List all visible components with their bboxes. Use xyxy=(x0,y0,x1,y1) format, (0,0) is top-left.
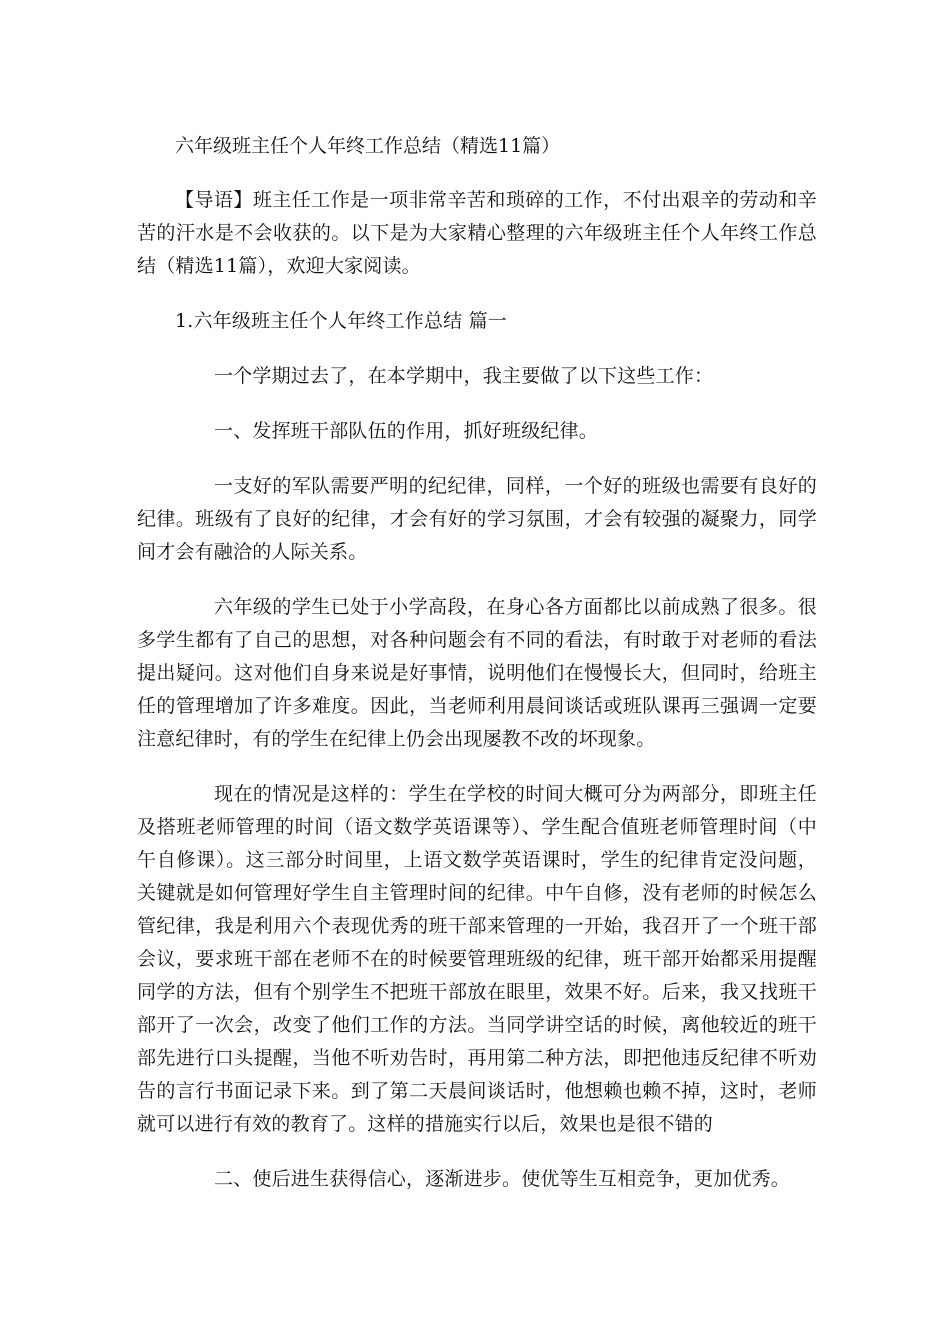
paragraph-2: 一支好的军队需要严明的纪纪律，同样，一个好的班级也需要有良好的纪律。班级有了良好的纪律，才会有好的学习氛围，才会有较强的凝聚力，同学间才会有融洽的人际关系。 xyxy=(137,475,817,563)
paragraph-3: 六年级的学生已处于小学高段，在身心各方面都比以前成熟了很多。很多学生都有了自己的思想，对各种问题会有不同的看法，有时敢于对老师的看法提出疑问。这对他们自身来说是好事情，说明他们在慢慢长大，但同时，给班主任的管理增加了许多难度。因此，当老师利用晨间谈话或班队课再三强调一定要注意纪律时，有的学生在纪律上仍会出现屡教不改的坏现象。 xyxy=(137,596,817,750)
paragraph-4: 现在的情况是这样的：学生在学校的时间大概可分为两部分，即班主任及搭班老师管理的时间（语文数学英语课等）、学生配合值班老师管理时间（中午自修课）。这三部分时间里，上语文数学英语课时，学生的纪律肯定没问题，关键就是如何管理好学生自主管理时间的纪律。中午自修，没有老师的时候怎么管纪律，我是利用六个表现优秀的班干部来管理的一开始，我召开了一个班干部会议，要求班干部在老师不在的时候要管理班级的纪律，班干部开始都采用提醒同学的方法，但有个别学生不把班干部放在眼里，效果不好。后来，我又找班干部开了一次会，改变了他们工作的方法。当同学讲空话的时候，离他较近的班干部先进行口头提醒，当他不听劝告时，再用第二种方法，即把他违反纪律不听劝告的言行书面记录下来。到了第二天晨间谈话时，他想赖也赖不掉，这时，老师就可以进行有效的教育了。这样的措施实行以后，效果也是很不错的 xyxy=(137,783,817,1135)
paragraph-1: 一个学期过去了，在本学期中，我主要做了以下这些工作： xyxy=(214,365,714,387)
paragraph-subheading-1: 一、发挥班干部队伍的作用，抓好班级纪律。 xyxy=(214,420,599,442)
paragraph-subheading-2: 二、使后进生获得信心，逐渐进步。使优等生互相竞争，更加优秀。 xyxy=(214,1168,791,1190)
document-title: 六年级班主任个人年终工作总结（精选11篇） xyxy=(175,135,561,157)
section-heading: 1.六年级班主任个人年终工作总结 篇一 xyxy=(175,310,507,332)
document-page xyxy=(137,130,817,1218)
intro-paragraph: 【导语】班主任工作是一项非常辛苦和琐碎的工作，不付出艰辛的劳动和辛苦的汗水是不会收获的。以下是为大家精心整理的六年级班主任个人年终工作总结（精选11篇），欢迎大家阅读。 xyxy=(137,189,817,277)
